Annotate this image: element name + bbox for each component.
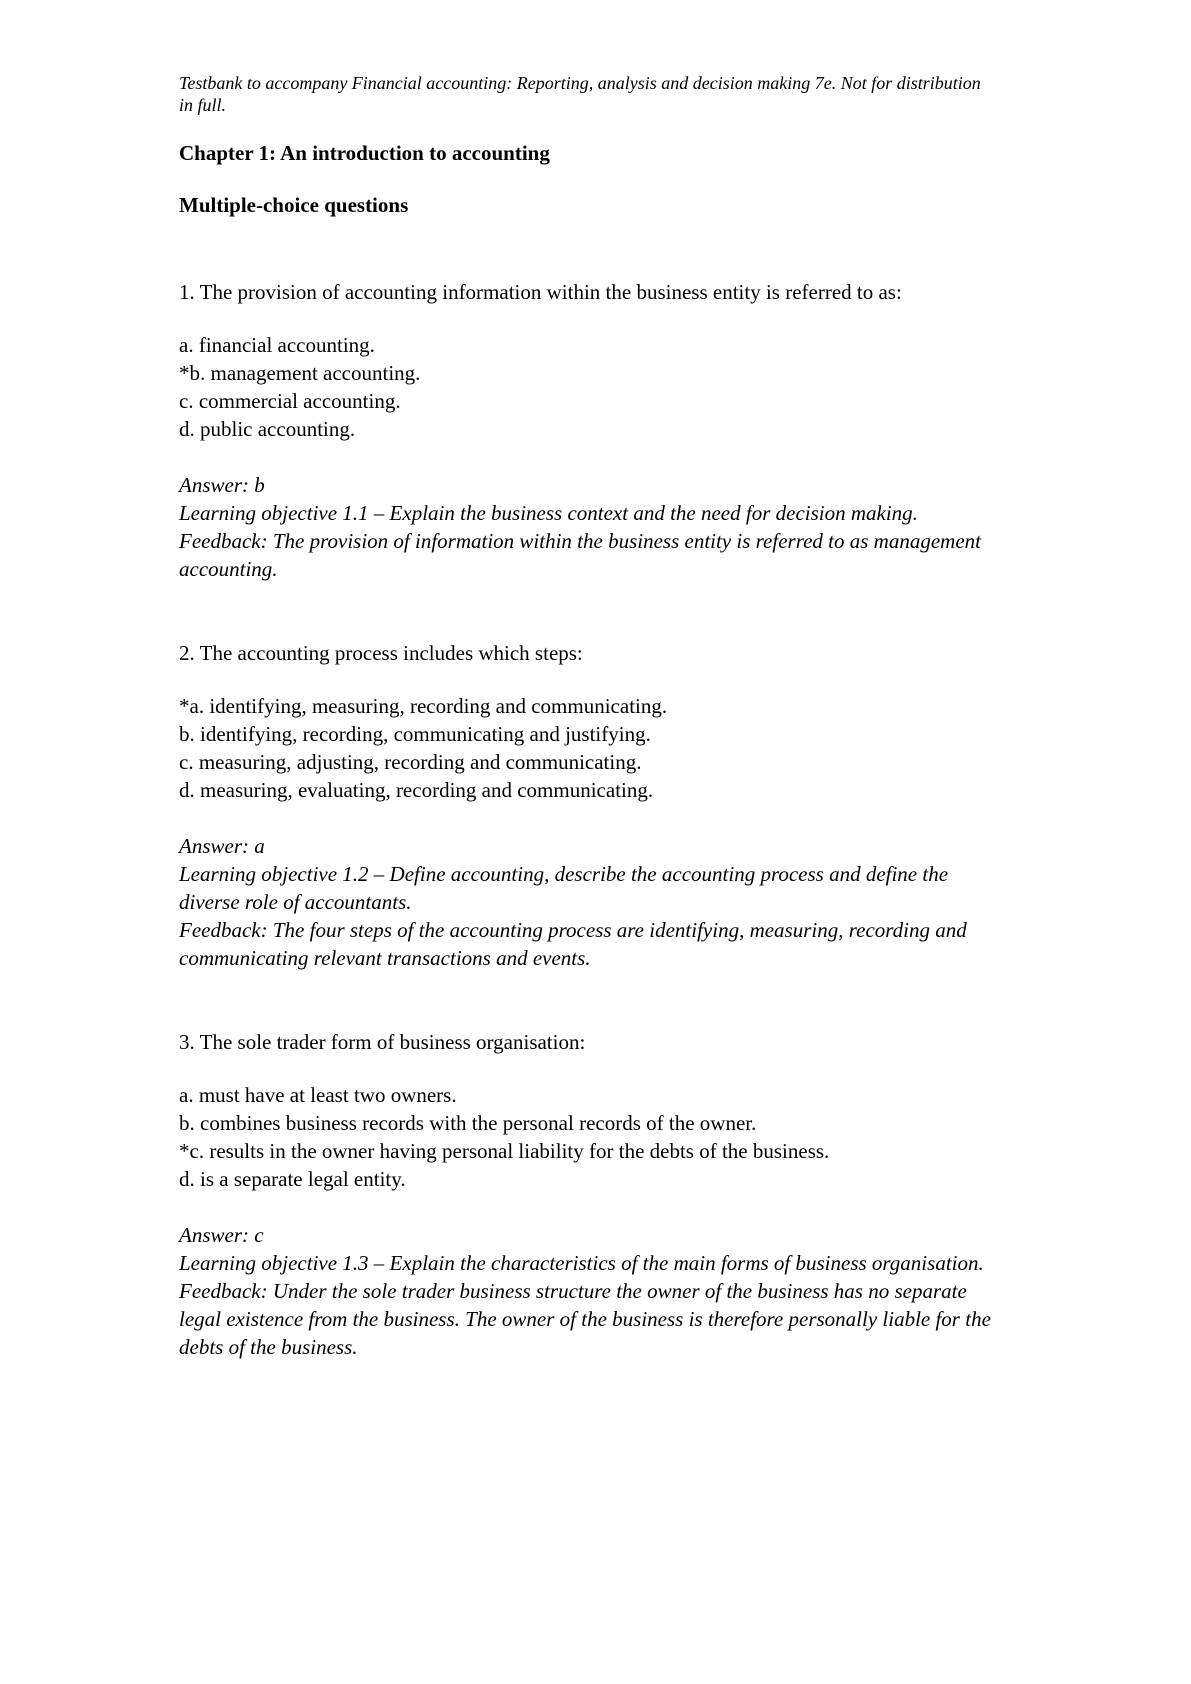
header-note: Testbank to accompany Financial accounting: Reporting, analysis and decision making 7e. Not for distribution in full. [179,73,981,115]
feedback-text: Feedback: The four steps of the accounting process are identifying, measuring, recording and communicating relevant transactions and events. [179,918,967,970]
option-b: b. combines business records with the personal records of the owner. [179,1111,757,1135]
feedback-text: Feedback: Under the sole trader business structure the owner of the business has no separate legal existence from the business. The owner of the business is therefore personally liable for the debts of the business. [179,1279,991,1359]
option-a: a. must have at least two owners. [179,1083,457,1107]
option-c: c. measuring, adjusting, recording and communicating. [179,750,642,774]
option-b: b. identifying, recording, communicating and justifying. [179,722,651,746]
learning-objective-text: Learning objective 1.2 – Define accounting, describe the accounting process and define the diverse role of accountants. [179,862,949,914]
learning-objective-text: Learning objective 1.3 – Explain the characteristics of the main forms of business organisation. [179,1251,984,1275]
answer-block [179,471,1039,583]
option-a: a. financial accounting. [179,333,375,357]
learning-objective-text: Learning objective 1.1 – Explain the business context and the need for decision making. [179,501,918,525]
question-1 [179,278,1039,583]
question-2 [179,639,1039,972]
option-d: d. measuring, evaluating, recording and communicating. [179,778,654,802]
options-list [179,692,1039,804]
feedback-text: Feedback: The provision of information within the business entity is referred to as management accounting. [179,529,981,581]
option-d: d. public accounting. [179,417,356,441]
options-list [179,1081,1039,1193]
option-c: c. commercial accounting. [179,389,401,413]
question-stem: 2. The accounting process includes which steps: [179,641,583,665]
section-title: Multiple-choice questions [179,193,409,217]
answer-text: Answer: c [179,1223,264,1247]
chapter-title: Chapter 1: An introduction to accounting [179,141,550,165]
answer-block [179,1221,1039,1361]
options-list [179,331,1039,443]
option-b: *b. management accounting. [179,361,421,385]
question-3 [179,1028,1039,1361]
answer-block [179,832,1039,972]
option-d: d. is a separate legal entity. [179,1167,406,1191]
answer-text: Answer: b [179,473,265,497]
question-stem: 1. The provision of accounting information within the business entity is referred to as: [179,280,902,304]
option-a: *a. identifying, measuring, recording and communicating. [179,694,668,718]
option-c: *c. results in the owner having personal liability for the debts of the business. [179,1139,830,1163]
document-page [179,72,1039,1361]
question-stem: 3. The sole trader form of business organisation: [179,1030,586,1054]
answer-text: Answer: a [179,834,265,858]
